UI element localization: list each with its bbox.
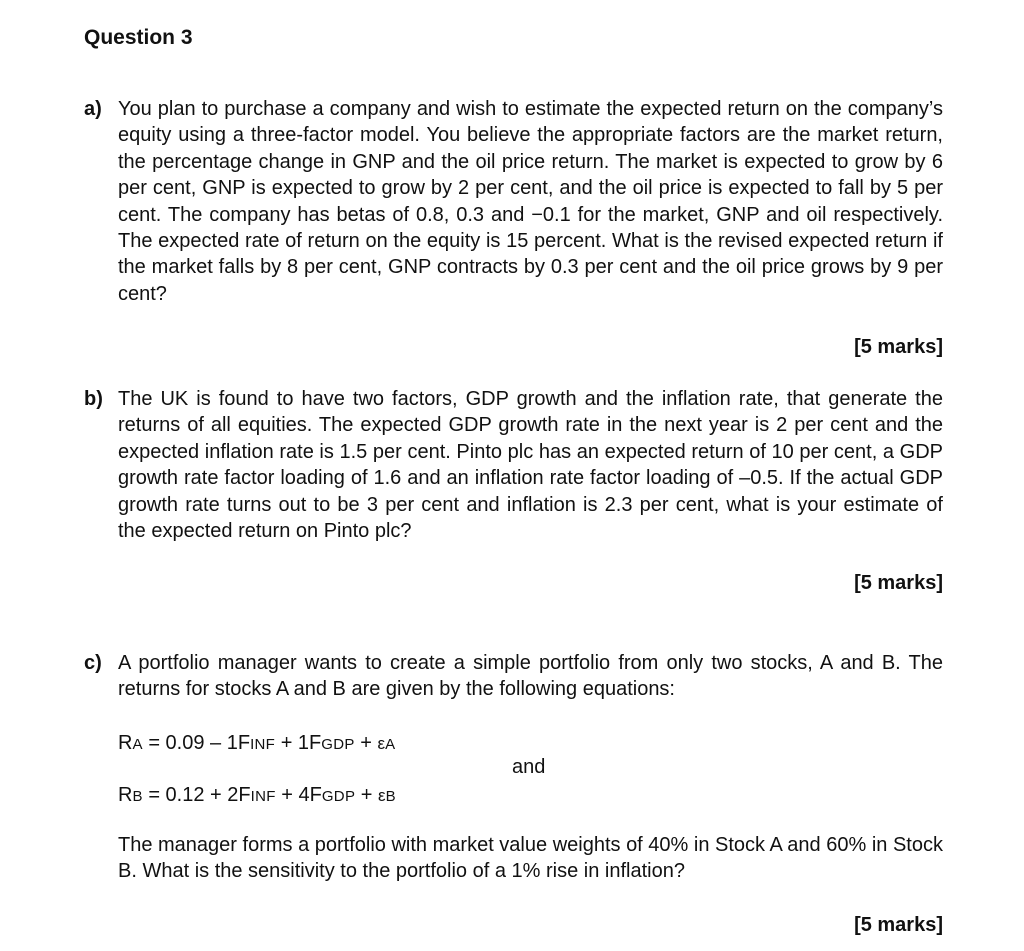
eq-b-gdp: GDP — [321, 788, 356, 805]
part-a-text: You plan to purchase a company and wish to estimate the expected return on the company’s equity using a three-factor model. You believe the appropriate factors are the market return, the percentage change in GNP and the oil price return. The market is expected to grow by 6 per cent, GNP is expected to grow by 2 per cent, and the oil price is expected to fall by 5 per cent. The company has betas of 0.8, 0.3 and −0.1 for the market, GNP and oil respectively. The expected rate of return on the equity is 15 percent. What is the revised expected return if the market falls by 8 per cent, GNP contracts by 0.3 per cent and the oil price grows by 9 per cent? — [118, 98, 943, 305]
eq-b-part3: + — [355, 784, 379, 806]
eq-a-epsilon-sub: A — [385, 736, 396, 753]
part-b-label: b) — [84, 388, 103, 410]
eq-a-gdp: GDP — [321, 736, 355, 753]
part-a-label: a) — [84, 98, 102, 120]
part-c-label: c) — [84, 652, 102, 674]
eq-b-lhs: R — [118, 784, 133, 806]
eq-a-lhs-sub: A — [132, 736, 143, 753]
equation-stock-a — [118, 730, 395, 758]
eq-a-inf: INF — [250, 736, 276, 753]
eq-b-epsilon-sub: B — [385, 788, 396, 805]
eq-a-lhs: R — [118, 732, 133, 754]
question-title: Question 3 — [84, 26, 193, 49]
part-a-marks: [5 marks] — [854, 336, 943, 358]
equation-connector: and — [512, 756, 546, 778]
part-c-text: A portfolio manager wants to create a simple portfolio from only two stocks, A and B. The returns for stocks A and B are given by the following equations: — [118, 652, 943, 701]
eq-b-lhs-sub: B — [132, 788, 143, 805]
eq-a-part3: + — [354, 732, 378, 754]
eq-b-part1: = 0.12 + 2F — [142, 784, 251, 806]
part-b-marks: [5 marks] — [854, 572, 943, 594]
eq-a-part1: = 0.09 – 1F — [142, 732, 251, 754]
equation-stock-b — [118, 782, 396, 810]
eq-b-part2: + 4F — [275, 784, 322, 806]
eq-a-part2: + 1F — [275, 732, 322, 754]
eq-b-inf: INF — [250, 788, 276, 805]
eq-b-epsilon: ε — [378, 786, 386, 805]
eq-a-epsilon: ε — [377, 734, 386, 753]
part-c-marks: [5 marks] — [854, 914, 943, 936]
part-b-text: The UK is found to have two factors, GDP growth and the inflation rate, that generate the returns of all equities. The expected GDP growth rate in the next year is 2 per cent and the expected inflation rate is 1.5 per cent. Pinto plc has an expected return of 10 per cent, a GDP growth rate factor loading of 1.6 and an inflation rate factor loading of –0.5. If the actual GDP growth rate turns out to be 3 per cent and inflation is 2.3 per cent, what is your estimate of the expected return on Pinto plc? — [118, 388, 943, 543]
part-c-text-2: The manager forms a portfolio with market value weights of 40% in Stock A and 60% in Stock B. What is the sensitivity to the portfolio of a 1% rise in inflation? — [118, 834, 943, 883]
